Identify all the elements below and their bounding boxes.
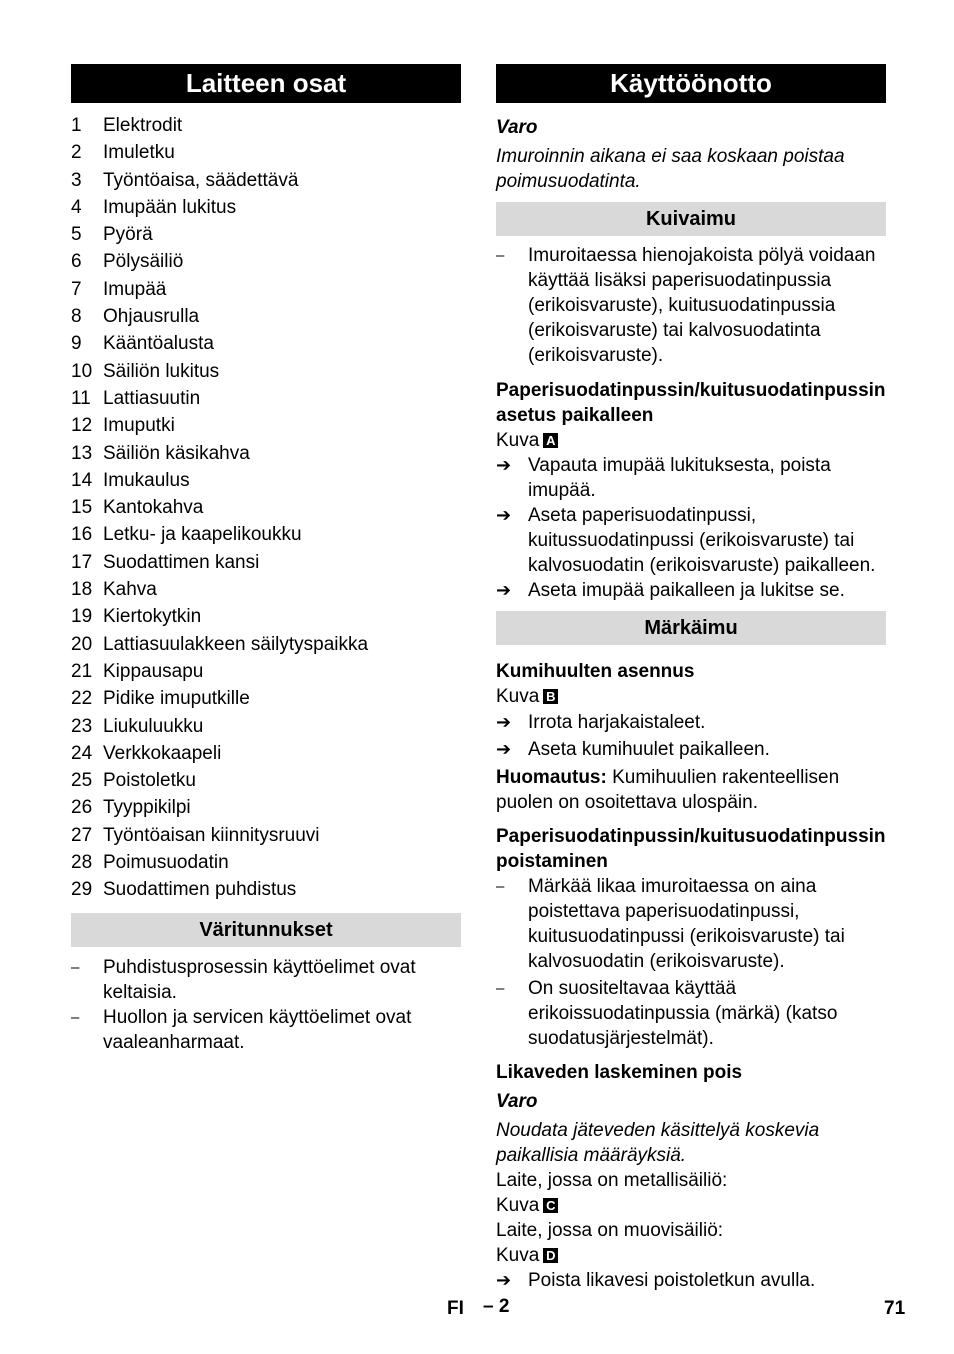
part-number: 23	[71, 715, 93, 737]
part-item	[71, 112, 461, 139]
caution-label: Varo	[496, 1091, 538, 1112]
part-number: 21	[71, 660, 93, 682]
part-label: Imupää	[103, 278, 167, 300]
dash-marker: –	[71, 1008, 80, 1026]
part-number: 14	[71, 469, 93, 491]
part-number: 1	[71, 115, 82, 136]
part-number: 7	[71, 278, 82, 300]
footer-language: FI	[447, 1298, 464, 1319]
caution-label: Varo	[496, 117, 538, 138]
part-number: 15	[71, 497, 93, 519]
part-number: 12	[71, 415, 93, 437]
part-label: Ohjausrulla	[103, 306, 200, 328]
list-item: – On suositeltavaa käyttää erikoissuodatinpussia (märkä) (katso suodatusjärjestelmät).	[496, 978, 838, 1049]
part-item	[71, 194, 461, 221]
part-item	[71, 549, 461, 576]
part-item	[71, 276, 461, 303]
part-label: Letku- ja kaapelikoukku	[103, 524, 302, 546]
part-label: Imuputki	[103, 415, 175, 437]
part-number: 3	[71, 169, 82, 191]
step-item: ➔ Vapauta imupää lukituksesta, poista imupää.	[496, 455, 831, 501]
subheading-lips: Kumihuulten asennus	[496, 661, 695, 682]
dash-marker: –	[496, 878, 505, 895]
part-label: Pidike imuputkille	[103, 688, 250, 710]
part-label: Lattiasuutin	[103, 387, 201, 409]
figure-letter-icon: C	[543, 1198, 558, 1213]
note-label: Huomautus:	[496, 767, 607, 788]
arrow-icon: ➔	[496, 455, 512, 475]
step-item: ➔ Aseta imupää paikalleen ja lukitse se.	[496, 580, 845, 601]
step-item: ➔ Irrota harjakaistaleet.	[496, 712, 706, 733]
figure-letter-icon: B	[543, 689, 558, 704]
metal-label: Laite, jossa on metallisäiliö:	[496, 1170, 728, 1191]
plastic-label: Laite, jossa on muovisäiliö:	[496, 1220, 724, 1241]
part-label: Imuletku	[103, 142, 175, 164]
part-item	[71, 167, 461, 194]
part-number: 18	[71, 579, 93, 601]
part-label: Kippausapu	[103, 660, 204, 682]
section-title-colors: Väritunnukset	[71, 913, 461, 947]
part-label: Imupään lukitus	[103, 196, 237, 218]
part-item	[71, 467, 461, 494]
part-number: 28	[71, 852, 93, 874]
part-number: 29	[71, 879, 93, 901]
part-label: Kiertokytkin	[103, 606, 202, 628]
step-item: ➔ Aseta kumihuulet paikalleen.	[496, 739, 770, 760]
part-item	[71, 494, 461, 521]
part-item	[71, 385, 461, 412]
part-number: 2	[71, 142, 82, 164]
part-item	[71, 849, 461, 876]
part-number: 25	[71, 770, 93, 792]
dash-marker: –	[71, 958, 80, 976]
part-number: 27	[71, 824, 93, 846]
part-label: Poimusuodatin	[103, 852, 229, 874]
part-item	[71, 358, 461, 385]
part-label: Imukaulus	[103, 469, 190, 491]
part-number: 13	[71, 442, 93, 464]
part-item	[71, 794, 461, 821]
list-item: – Märkää likaa imuroitaessa on aina poistettava paperisuodatinpussi, kuitusuodatinpussi (erikoisvaruste) tai kalvosuodatin (erikoisvaruste).	[496, 876, 845, 972]
part-item	[71, 521, 461, 548]
part-item	[71, 740, 461, 767]
part-number: 4	[71, 196, 82, 218]
part-label: Kahva	[103, 579, 157, 601]
part-label: Verkkokaapeli	[103, 742, 222, 764]
section-title-parts: Laitteen osat	[71, 64, 461, 103]
arrow-icon: ➔	[496, 1270, 512, 1290]
part-number: 22	[71, 688, 93, 710]
figure-ref: Kuva B	[496, 684, 886, 709]
part-label: Pyörä	[103, 224, 153, 246]
part-item	[71, 876, 461, 903]
footer-subpage: – 2	[483, 1296, 510, 1317]
note: Huomautus: Kumihuulien rakenteellisen puolen on osoitettava ulospäin.	[496, 767, 840, 813]
footer-page-number: 71	[884, 1298, 906, 1319]
part-number: 11	[71, 387, 91, 409]
figure-ref: Kuva A	[496, 428, 886, 453]
subheading-drain: Likaveden laskeminen pois	[496, 1062, 743, 1083]
figure-ref: Kuva C	[496, 1193, 886, 1218]
part-label: Liukuluukku	[103, 715, 204, 737]
list-item: – Huollon ja servicen käyttöelimet ovat vaaleanharmaat.	[71, 1006, 412, 1053]
part-number: 19	[71, 606, 93, 628]
part-number: 17	[71, 551, 93, 573]
part-number: 9	[71, 333, 82, 355]
part-label: Kääntöalusta	[103, 333, 214, 355]
arrow-icon: ➔	[496, 580, 512, 600]
part-item	[71, 330, 461, 357]
parts-list	[71, 112, 461, 904]
part-number: 10	[71, 360, 93, 382]
part-number: 6	[71, 251, 82, 273]
list-item: – Imuroitaessa hienojakoista pölyä voidaan käyttää lisäksi paperisuodatinpussia (erikoisvaruste), kuitusuodatinpussia (erikoisvaruste) tai kalvosuodatinta (erikoisvaruste).	[496, 245, 876, 366]
part-number: 5	[71, 224, 82, 246]
caution-text: Imuroinnin aikana ei saa koskaan poistaa poimusuodatinta.	[496, 146, 845, 192]
part-item	[71, 685, 461, 712]
list-item: – Puhdistusprosessin käyttöelimet ovat keltaisia.	[71, 956, 416, 1003]
part-label: Säiliön lukitus	[103, 360, 220, 382]
part-item	[71, 412, 461, 439]
part-item	[71, 603, 461, 630]
part-item	[71, 303, 461, 330]
dash-marker: –	[496, 980, 505, 997]
part-label: Työntöaisan kiinnitysruuvi	[103, 824, 320, 846]
section-title-dry: Kuivaimu	[496, 202, 886, 236]
part-number: 16	[71, 524, 93, 546]
part-label: Suodattimen puhdistus	[103, 879, 297, 901]
figure-letter-icon: D	[543, 1248, 558, 1263]
right-column	[496, 64, 886, 1293]
part-item	[71, 221, 461, 248]
part-label: Tyyppikilpi	[103, 797, 191, 819]
left-column	[71, 64, 461, 1055]
figure-ref: Kuva D	[496, 1243, 886, 1268]
part-item	[71, 631, 461, 658]
part-item	[71, 440, 461, 467]
figure-letter-icon: A	[543, 433, 558, 448]
part-number: 24	[71, 742, 93, 764]
part-item	[71, 822, 461, 849]
part-label: Pölysäiliö	[103, 251, 184, 273]
arrow-icon: ➔	[496, 712, 512, 732]
step-item: ➔ Aseta paperisuodatinpussi, kuitussuodatinpussi (erikoisvaruste) tai kalvosuodatin (erikoisvaruste) paikalleen.	[496, 505, 876, 576]
arrow-icon: ➔	[496, 739, 512, 759]
part-label: Poistoletku	[103, 770, 196, 792]
step-item: ➔ Poista likavesi poistoletkun avulla.	[496, 1270, 816, 1291]
part-item	[71, 139, 461, 166]
part-label: Kantokahva	[103, 497, 204, 519]
part-item	[71, 248, 461, 275]
subheading-remove: Paperisuodatinpussin/kuitusuodatinpussin poistaminen	[496, 826, 886, 872]
section-title-startup: Käyttöönotto	[496, 64, 886, 103]
part-number: 26	[71, 797, 93, 819]
subheading-install: Paperisuodatinpussin/kuitusuodatinpussin asetus paikalleen	[496, 380, 886, 426]
arrow-icon: ➔	[496, 505, 512, 525]
part-item	[71, 658, 461, 685]
dash-marker: –	[496, 247, 505, 264]
part-label: Säiliön käsikahva	[103, 442, 250, 464]
part-label: Elektrodit	[103, 115, 183, 136]
part-number: 20	[71, 633, 93, 655]
part-label: Lattiasuulakkeen säilytyspaikka	[103, 633, 369, 655]
part-label: Työntöaisa, säädettävä	[103, 169, 299, 191]
part-item	[71, 713, 461, 740]
colors-list	[71, 955, 461, 1055]
section-title-wet: Märkäimu	[496, 611, 886, 645]
part-label: Suodattimen kansi	[103, 551, 260, 573]
caution-text: Noudata jäteveden käsittelyä koskevia paikallisia määräyksiä.	[496, 1120, 820, 1166]
part-item	[71, 576, 461, 603]
part-item	[71, 767, 461, 794]
part-number: 8	[71, 306, 82, 328]
